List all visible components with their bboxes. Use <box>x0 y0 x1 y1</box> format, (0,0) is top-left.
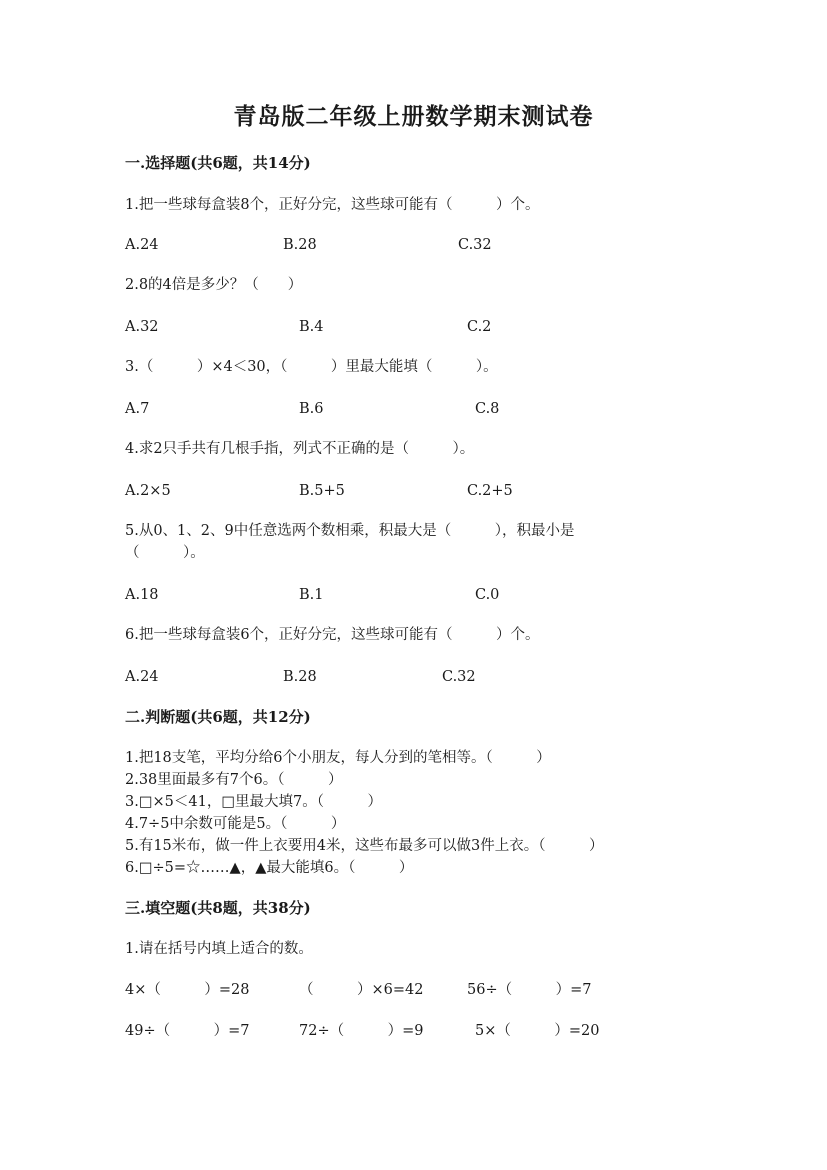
option-c: C.32 <box>442 669 476 685</box>
judge-item: 1.把18支笔，平均分给6个小朋友，每人分到的笔相等。（ ） <box>125 750 551 766</box>
question-text: 1.把一些球每盒装8个，正好分完，这些球可能有（ ）个。 <box>125 197 540 213</box>
judge-item: 4.7÷5中余数可能是5。（ ） <box>125 816 346 832</box>
question-text: 3.（ ）×4＜30，（ ）里最大能填（ ）。 <box>125 359 498 375</box>
judge-item: 5.有15米布，做一件上衣要用4米，这些布最多可以做3件上衣。（ ） <box>125 838 604 854</box>
option-c: C.2+5 <box>467 483 513 499</box>
option-a: A.24 <box>125 237 159 253</box>
option-a: A.2×5 <box>125 483 171 499</box>
fill-question-text: 1.请在括号内填上适合的数。 <box>125 941 313 957</box>
fill-expression: 56÷（ ）=7 <box>467 982 592 998</box>
question-text: 5.从0、1、2、9中任意选两个数相乘，积最大是（ ），积最小是 <box>125 523 575 539</box>
judge-item: 3.□×5＜41，□里最大填7。（ ） <box>125 794 383 810</box>
option-c: C.8 <box>475 401 500 417</box>
option-a: A.32 <box>125 319 159 335</box>
option-a: A.24 <box>125 669 159 685</box>
section-heading-fill: 三.填空题(共8题，共38分) <box>125 899 311 917</box>
option-a: A.7 <box>125 401 150 417</box>
section-heading-choice: 一.选择题(共6题，共14分) <box>125 154 311 172</box>
option-b: B.28 <box>283 237 317 253</box>
fill-expression: 72÷（ ）=9 <box>299 1023 424 1039</box>
option-b: B.4 <box>299 319 324 335</box>
section-heading-judge: 二.判断题(共6题，共12分) <box>125 708 311 726</box>
fill-expression: 49÷（ ）=7 <box>125 1023 250 1039</box>
question-text-continued: （ ）。 <box>125 545 205 561</box>
option-c: C.2 <box>467 319 492 335</box>
option-c: C.0 <box>475 587 500 603</box>
fill-expression: 4×（ ）=28 <box>125 982 250 998</box>
judge-item: 6.□÷5=☆……▲，▲最大能填6。（ ） <box>125 860 414 876</box>
option-c: C.32 <box>458 237 492 253</box>
fill-expression: （ ）×6=42 <box>299 982 424 998</box>
option-b: B.1 <box>299 587 324 603</box>
judge-item: 2.38里面最多有7个6。（ ） <box>125 772 343 788</box>
question-text: 4.求2只手共有几根手指，列式不正确的是（ ）。 <box>125 441 475 457</box>
question-text: 6.把一些球每盒装6个，正好分完，这些球可能有（ ）个。 <box>125 627 540 643</box>
option-a: A.18 <box>125 587 159 603</box>
page-title: 青岛版二年级上册数学期末测试卷 <box>233 103 594 130</box>
question-text: 2.8的4倍是多少？（ ） <box>125 277 303 293</box>
option-b: B.5+5 <box>299 483 345 499</box>
option-b: B.28 <box>283 669 317 685</box>
fill-expression: 5×（ ）=20 <box>475 1023 600 1039</box>
option-b: B.6 <box>299 401 324 417</box>
